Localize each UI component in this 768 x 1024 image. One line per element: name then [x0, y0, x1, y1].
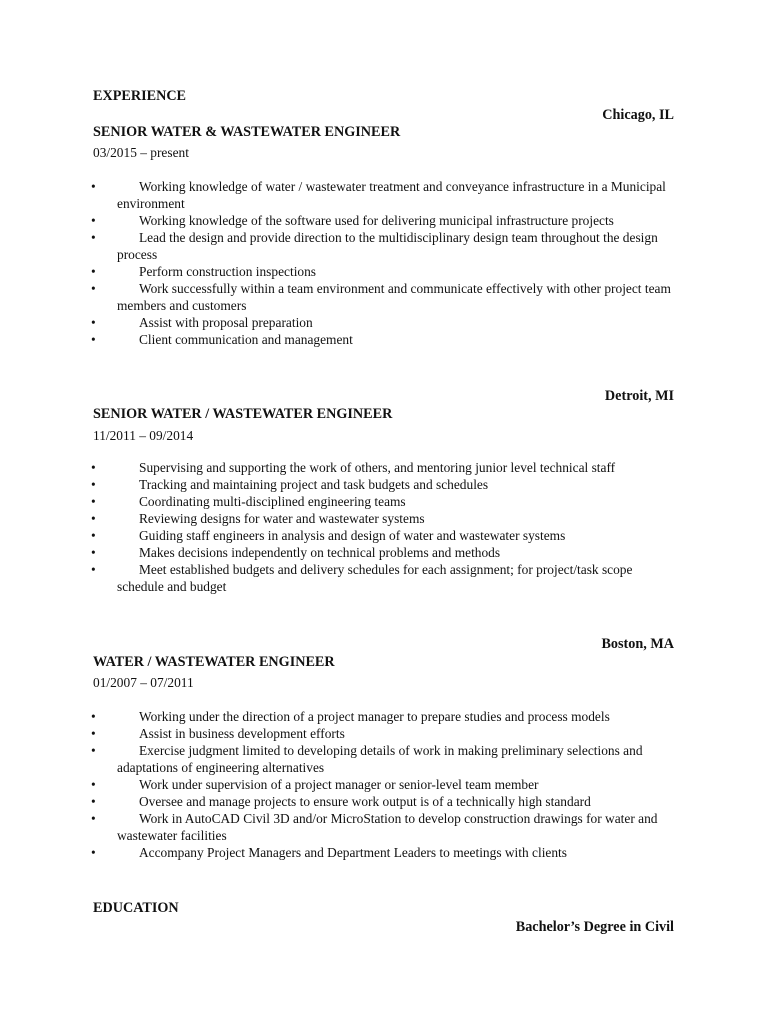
list-item: • Exercise judgment limited to developing details of work in making preliminary selections and adaptations of engineering alternatives — [91, 743, 643, 775]
bullet-icon: • — [91, 709, 96, 724]
list-item: • Work under supervision of a project manager or senior-level team member — [91, 777, 539, 792]
list-item: • Working knowledge of water / wastewater treatment and conveyance infrastructure in a Municipal environment — [91, 179, 666, 211]
list-item: • Client communication and management — [91, 332, 353, 347]
job-dates: 03/2015 – present — [93, 145, 189, 160]
job-bullet-list — [0, 708, 768, 861]
list-item: • Makes decisions independently on technical problems and methods — [91, 545, 501, 560]
list-item: • Oversee and manage projects to ensure work output is of a technically high standard — [91, 794, 591, 809]
education-heading: EDUCATION — [93, 900, 179, 916]
experience-heading: EXPERIENCE — [93, 88, 187, 104]
job-title: WATER / WASTEWATER ENGINEER — [93, 654, 335, 670]
bullet-icon: • — [91, 332, 96, 347]
bullet-icon: • — [91, 494, 96, 509]
job-bullet-list — [0, 178, 768, 348]
education-degree: Bachelor’s Degree in Civil — [515, 919, 674, 935]
bullet-icon: • — [91, 179, 96, 194]
bullet-icon: • — [91, 726, 96, 741]
bullet-icon: • — [91, 528, 96, 543]
job-title: SENIOR WATER / WASTEWATER ENGINEER — [93, 406, 393, 422]
job-dates: 11/2011 – 09/2014 — [93, 428, 194, 443]
list-item: • Assist with proposal preparation — [91, 315, 313, 330]
list-item: • Work successfully within a team environment and communicate effectively with other project team members and customers — [91, 281, 671, 313]
bullet-icon: • — [91, 811, 96, 826]
list-item: • Assist in business development efforts — [91, 726, 345, 741]
bullet-icon: • — [91, 777, 96, 792]
list-item: • Coordinating multi-disciplined engineering teams — [91, 494, 406, 509]
list-item: • Lead the design and provide direction to the multidisciplinary design team throughout the design process — [91, 230, 658, 262]
job-bullet-list — [0, 459, 768, 595]
job-location: Detroit, MI — [604, 388, 674, 404]
list-item: • Supervising and supporting the work of others, and mentoring junior level technical staff — [91, 460, 616, 475]
bullet-icon: • — [91, 315, 96, 330]
job-dates: 01/2007 – 07/2011 — [93, 675, 194, 690]
bullet-icon: • — [91, 562, 96, 577]
bullet-icon: • — [91, 230, 96, 245]
list-item: • Reviewing designs for water and wastewater systems — [91, 511, 425, 526]
bullet-icon: • — [91, 845, 96, 860]
bullet-icon: • — [91, 794, 96, 809]
list-item: • Working under the direction of a project manager to prepare studies and process models — [91, 709, 610, 724]
list-item: • Accompany Project Managers and Department Leaders to meetings with clients — [91, 845, 567, 860]
list-item: • Perform construction inspections — [91, 264, 317, 279]
bullet-icon: • — [91, 213, 96, 228]
bullet-icon: • — [91, 460, 96, 475]
list-item: • Working knowledge of the software used for delivering municipal infrastructure projects — [91, 213, 614, 228]
bullet-icon: • — [91, 281, 96, 296]
bullet-icon: • — [91, 264, 96, 279]
job-title: SENIOR WATER & WASTEWATER ENGINEER — [93, 124, 401, 140]
job-location: Chicago, IL — [602, 107, 674, 123]
list-item: • Meet established budgets and delivery schedules for each assignment; for project/task scope schedule and budget — [91, 562, 633, 594]
job-location: Boston, MA — [601, 636, 674, 652]
list-item: • Tracking and maintaining project and task budgets and schedules — [91, 477, 489, 492]
bullet-icon: • — [91, 511, 96, 526]
list-item: • Work in AutoCAD Civil 3D and/or MicroStation to develop construction drawings for water and wastewater facilities — [91, 811, 658, 843]
bullet-icon: • — [91, 477, 96, 492]
bullet-icon: • — [91, 743, 96, 758]
list-item: • Guiding staff engineers in analysis and design of water and wastewater systems — [91, 528, 566, 543]
bullet-icon: • — [91, 545, 96, 560]
